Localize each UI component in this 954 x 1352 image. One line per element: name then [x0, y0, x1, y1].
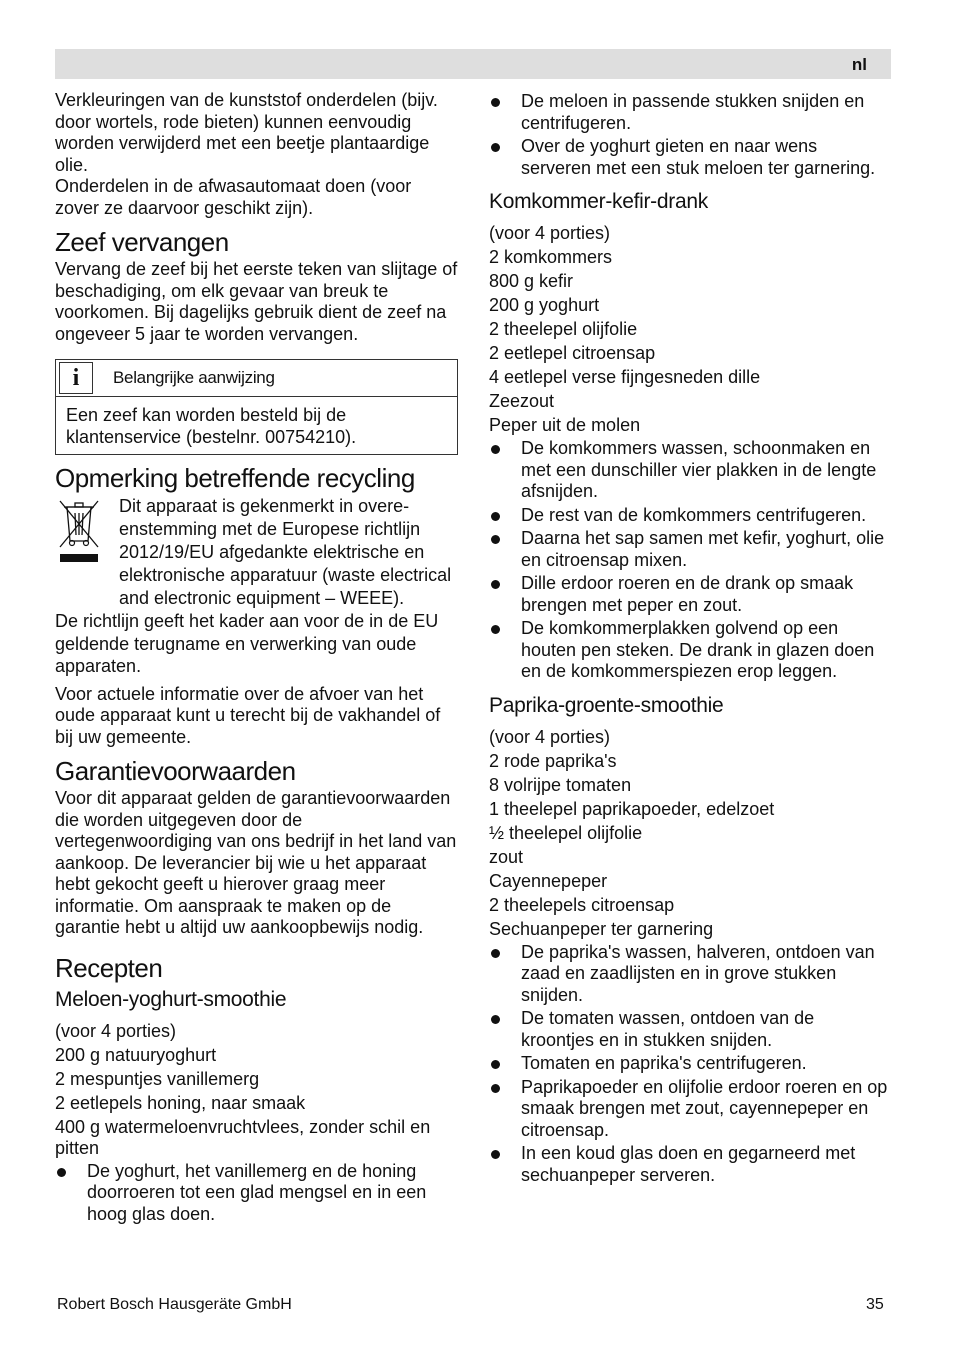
- ingredient-line: 400 g watermeloenvruchtvlees, zonder schil en pitten: [55, 1116, 431, 1158]
- ingredient-line: 2 mespuntjes vanillemerg: [55, 1068, 260, 1089]
- recipe-title-komkommer: Komkommer-kefir-drank: [489, 190, 708, 213]
- komkommer-steps: [489, 438, 891, 683]
- ingredient-line: Peper uit de molen: [489, 415, 641, 435]
- footer-company: Robert Bosch Hausgeräte GmbH: [57, 1296, 292, 1313]
- ingredient-line: 2 eetlepels honing, naar smaak: [55, 1092, 306, 1113]
- meloen-steps-continued: [489, 91, 891, 179]
- recipe-title-paprika: Paprika-groente-smoothie: [489, 693, 724, 717]
- note-box: [55, 359, 458, 455]
- ingredient-line: 2 theelepels citroensap: [489, 894, 675, 915]
- ingredient-line: (voor 4 porties): [489, 223, 611, 243]
- step-item: De yoghurt, het vanillemerg en de honing doorroeren tot een glad mengsel en in een hoog glas doen.: [55, 1161, 460, 1226]
- recycling-paragraph-3: Voor actuele informatie over de afvoer van het oude apparaat kunt u terecht bij de vakhandel of bij uw gemeente.: [55, 683, 441, 747]
- ingredient-line: 1 theelepel paprikapoeder, edelzoet: [489, 798, 775, 819]
- step-item: Over de yoghurt gieten en naar wens serveren met een stuk meloen ter garnering.: [489, 136, 891, 179]
- meloen-steps: [55, 1161, 460, 1226]
- recipe-title-meloen: Meloen-yoghurt-smoothie: [55, 987, 287, 1011]
- zeef-text: Vervang de zeef bij het eerste teken van slijtage of beschadiging, om elk gevaar van breuk te voorkomen. Bij dagelijks gebruik dient de zeef na ongeveer 5 jaar te worden vervangen.: [55, 259, 458, 344]
- note-header: [56, 360, 457, 397]
- ingredient-line: Cayennepeper: [489, 870, 608, 891]
- ingredient-line: 2 rode paprika's: [489, 750, 617, 771]
- ingredient-line: 200 g yoghurt: [489, 295, 600, 315]
- left-column: [55, 90, 460, 1227]
- ingredient-line: 8 volrijpe tomaten: [489, 774, 632, 795]
- ingredient-line: 200 g natuuryoghurt: [55, 1044, 217, 1065]
- ingredient-line: 2 komkommers: [489, 247, 613, 267]
- ingredient-line: 2 theelepel olijfolie: [489, 319, 638, 339]
- intro-paragraph-2: Onderdelen in de afwasautomaat doen (voor zover ze daarvoor geschikt zijn).: [55, 176, 412, 218]
- section-title-garantie: Garantievoorwaarden: [55, 756, 296, 786]
- step-item: De komkommers wassen, schoonmaken en met een dunschiller vier plakken in de lengte afsnijden.: [489, 438, 891, 503]
- komkommer-ingredients: [489, 221, 891, 437]
- page-number: 35: [866, 1296, 884, 1313]
- section-title-recepten: Recepten: [55, 952, 163, 983]
- recycling-paragraph-2: De richtlijn geeft het kader aan voor de in de EU geldende terugname en verwerking van oude apparaten.: [55, 611, 439, 676]
- note-text: Een zeef kan worden besteld bij de klantenservice (bestelnr. 00754210).: [66, 405, 357, 447]
- info-icon: i: [59, 362, 93, 394]
- step-item: De meloen in passende stukken snijden en centrifugeren.: [489, 91, 891, 134]
- right-column: [489, 90, 891, 1188]
- ingredient-line: (voor 4 porties): [489, 726, 611, 747]
- step-item: De tomaten wassen, ontdoen van de kroontjes en in stukken snijden.: [489, 1008, 891, 1051]
- paprika-ingredients: [489, 725, 891, 941]
- paprika-steps: [489, 942, 891, 1187]
- step-item: Paprikapoeder en olijfolie erdoor roeren en op smaak brengen met zout, cayennepeper en citroensap.: [489, 1077, 891, 1142]
- ingredient-line: ½ theelepel olijfolie: [489, 822, 643, 843]
- ingredient-line: Zeezout: [489, 391, 555, 411]
- step-item: Daarna het sap samen met kefir, yoghurt, olie en citroensap mixen.: [489, 528, 891, 571]
- step-item: Dille erdoor roeren en de drank op smaak brengen met peper en zout.: [489, 573, 891, 616]
- recycling-text: Dit apparaat is gekenmerkt in overeenstemming met de Europese richtlijn 2012/19/EU afgedankte elektrische en elektronische apparatuur (waste electrical and electronic equipment – WEEE).: [119, 496, 452, 608]
- ingredient-line: Sechuanpeper ter garnering: [489, 918, 714, 939]
- language-label: nl: [851, 55, 867, 74]
- step-item: De komkommerplakken golvend op een houten pen steken. De drank in glazen doen en de komkommerspiezen erop leggen.: [489, 618, 891, 683]
- step-item: Tomaten en paprika's centrifugeren.: [489, 1053, 891, 1075]
- ingredient-line: 4 eetlepel verse fijngesneden dille: [489, 367, 761, 387]
- ingredient-line: 2 eetlepel citroensap: [489, 343, 656, 363]
- meloen-ingredients: [55, 1019, 460, 1160]
- section-title-recycling: Opmerking betreffende recycling: [55, 463, 415, 493]
- section-title-zeef: Zeef vervangen: [55, 227, 229, 257]
- garantie-text: Voor dit apparaat gelden de garantievoorwaarden die worden uitgegeven door de vertegenwoordiging van ons bedrijf in het land van aankoop. De leverancier bij wie u het apparaat hebt gekocht geeft u hierover graag meer informatie. Om aanspraak te maken op de garantie hebt u altijd uw aankoopbewijs nodig.: [55, 788, 457, 937]
- ingredient-line: 800 g kefir: [489, 271, 574, 291]
- weee-bin-icon: [55, 495, 119, 610]
- header-bar: [55, 49, 891, 79]
- step-item: De rest van de komkommers centrifugeren.: [489, 505, 891, 527]
- step-item: De paprika's wassen, halveren, ontdoen van zaad en zaadlijsten en in grove stukken snijden.: [489, 942, 891, 1007]
- recycling-block: [55, 495, 460, 610]
- note-title: Belangrijke aanwijzing: [113, 368, 275, 387]
- ingredient-line: zout: [489, 846, 524, 867]
- intro-paragraph: Verkleuringen van de kunststof onderdelen (bijv. door wortels, rode bieten) kunnen eenvoudig worden verwijderd met een beetje plantaardige olie.: [55, 90, 438, 175]
- step-item: In een koud glas doen en gegarneerd met sechuanpeper serveren.: [489, 1143, 891, 1186]
- ingredient-line: (voor 4 porties): [55, 1020, 177, 1041]
